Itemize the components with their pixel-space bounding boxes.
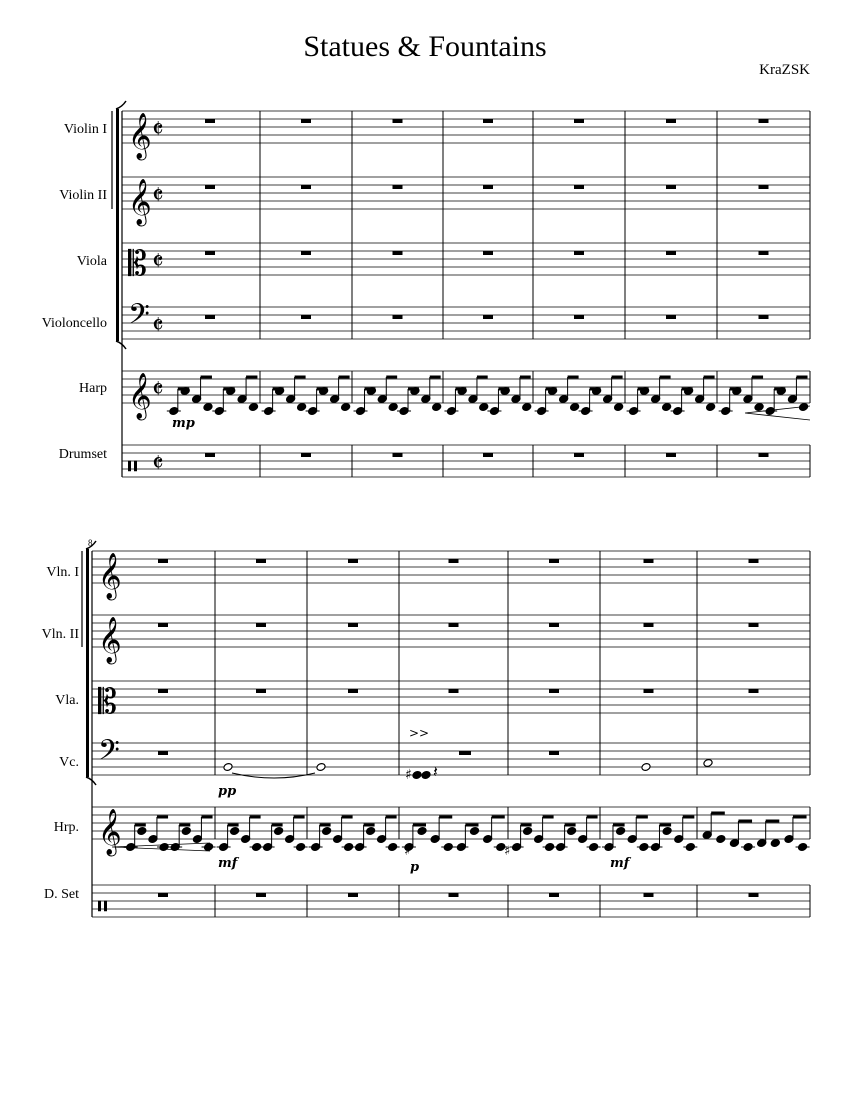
instrument-label-vln1-short: Vln. I xyxy=(46,565,79,580)
time-signature: 𝄵 xyxy=(152,247,164,277)
whole-rest xyxy=(393,119,403,123)
whole-rest xyxy=(449,559,459,563)
cello-whole-note xyxy=(703,759,713,768)
whole-rest xyxy=(348,559,358,563)
whole-rest xyxy=(666,119,676,123)
whole-rest xyxy=(449,893,459,897)
dynamic-mf: mf xyxy=(218,856,238,871)
instrument-label-violin-2: Violin II xyxy=(59,188,107,203)
sharp-sign: ♯ xyxy=(504,844,511,859)
whole-rest xyxy=(393,315,403,319)
whole-rest xyxy=(301,119,311,123)
clef-treble: 𝄞 xyxy=(98,809,122,855)
harp-note xyxy=(341,403,351,412)
whole-rest xyxy=(759,251,769,255)
cello-note xyxy=(421,771,431,780)
bracket-hook xyxy=(86,541,96,549)
harp-note xyxy=(616,827,626,836)
harp-note xyxy=(322,827,332,836)
tie xyxy=(232,773,315,778)
whole-rest xyxy=(449,689,459,693)
whole-rest xyxy=(348,623,358,627)
whole-rest xyxy=(644,559,654,563)
harp-note xyxy=(706,403,716,412)
whole-rest xyxy=(449,623,459,627)
composer-name: KraZSK xyxy=(759,62,810,78)
whole-rest xyxy=(483,185,493,189)
whole-rest xyxy=(749,689,759,693)
whole-rest xyxy=(644,689,654,693)
whole-rest xyxy=(574,185,584,189)
instrument-label-vc-short: Vc. xyxy=(59,755,79,770)
clef-perc: 𝄥 xyxy=(128,450,137,485)
harp-note xyxy=(388,403,398,412)
instrument-label-vla-short: Vla. xyxy=(55,693,79,708)
whole-rest xyxy=(158,559,168,563)
whole-rest xyxy=(205,119,215,123)
whole-rest xyxy=(256,559,266,563)
harp-note xyxy=(248,403,258,412)
clef-treble: 𝄞 xyxy=(98,617,122,663)
harp-note xyxy=(754,403,764,412)
whole-rest xyxy=(759,453,769,457)
whole-rest xyxy=(348,893,358,897)
whole-rest xyxy=(158,751,168,755)
clef-alto: 𝄡 xyxy=(128,244,147,284)
dynamic-mf: mf xyxy=(610,856,630,871)
instrument-label-harp: Harp xyxy=(79,381,107,396)
instrument-label-dset-short: D. Set xyxy=(44,887,79,902)
harp-note xyxy=(432,403,442,412)
time-signature: 𝄵 xyxy=(152,311,164,341)
time-signature: 𝄵 xyxy=(152,115,164,145)
harp-note xyxy=(522,403,532,412)
whole-rest xyxy=(749,893,759,897)
bracket-hook xyxy=(116,101,126,109)
string-bracket xyxy=(86,549,89,777)
bracket-hook xyxy=(116,341,126,349)
harp-note xyxy=(417,827,427,836)
harp-note xyxy=(469,827,479,836)
whole-rest xyxy=(301,251,311,255)
whole-rest xyxy=(158,623,168,627)
whole-rest xyxy=(666,453,676,457)
harp-note xyxy=(662,403,672,412)
whole-rest xyxy=(759,119,769,123)
dynamic-pp: pp xyxy=(218,784,237,799)
accent-marks: >> xyxy=(409,726,430,740)
cello-whole-note xyxy=(641,763,651,772)
whole-rest xyxy=(483,119,493,123)
quarter-rest: 𝄽 xyxy=(433,762,438,781)
whole-rest xyxy=(549,689,559,693)
clef-treble: 𝄞 xyxy=(128,373,152,419)
clef-bass: 𝄢 xyxy=(98,734,120,774)
whole-rest xyxy=(301,185,311,189)
whole-rest xyxy=(205,251,215,255)
whole-rest xyxy=(256,893,266,897)
whole-rest xyxy=(483,251,493,255)
sharp-sign: ♯ xyxy=(405,767,412,783)
clef-treble: 𝄞 xyxy=(128,179,152,225)
whole-rest xyxy=(666,185,676,189)
whole-rest xyxy=(574,453,584,457)
dynamic-p: p xyxy=(410,860,420,875)
time-signature: 𝄵 xyxy=(152,181,164,211)
whole-rest xyxy=(205,315,215,319)
whole-rest xyxy=(256,623,266,627)
harp-note xyxy=(274,827,284,836)
score-title: Statues & Fountains xyxy=(303,30,547,63)
clef-treble: 𝄞 xyxy=(128,113,152,159)
whole-rest xyxy=(393,185,403,189)
bracket-hook xyxy=(86,777,96,785)
half-rest xyxy=(459,751,471,755)
harp-note xyxy=(137,827,147,836)
whole-rest xyxy=(483,315,493,319)
harp-note xyxy=(523,827,533,836)
harp-note xyxy=(366,827,376,836)
whole-rest xyxy=(348,689,358,693)
instrument-label-viola: Viola xyxy=(76,254,107,269)
harp-note xyxy=(614,403,624,412)
clef-perc: 𝄥 xyxy=(98,890,107,925)
whole-rest xyxy=(759,185,769,189)
instrument-label-vln2-short: Vln. II xyxy=(41,627,79,642)
cello-whole-note xyxy=(223,763,233,772)
string-bracket xyxy=(116,109,119,341)
cello-whole-note xyxy=(316,763,326,772)
instrument-label-hrp-short: Hrp. xyxy=(53,820,79,835)
instrument-label-violoncello: Violoncello xyxy=(41,316,107,331)
time-signature: 𝄵 xyxy=(152,375,164,405)
harp-note xyxy=(570,403,580,412)
whole-rest xyxy=(256,689,266,693)
cello-note xyxy=(412,771,422,780)
whole-rest xyxy=(549,559,559,563)
whole-rest xyxy=(749,623,759,627)
whole-rest xyxy=(666,315,676,319)
whole-rest xyxy=(158,893,168,897)
time-signature: 𝄵 xyxy=(152,449,164,479)
sharp-sign: ♯ xyxy=(404,844,411,859)
whole-rest xyxy=(205,453,215,457)
harp-note xyxy=(181,827,191,836)
whole-rest xyxy=(393,453,403,457)
harp-note xyxy=(567,827,577,836)
whole-rest xyxy=(301,315,311,319)
harp-note xyxy=(770,839,780,848)
harp-note xyxy=(716,835,726,844)
clef-alto: 𝄡 xyxy=(98,682,117,722)
harp-note xyxy=(479,403,489,412)
whole-rest xyxy=(549,893,559,897)
dynamic-mp: mp xyxy=(172,416,195,431)
clef-bass: 𝄢 xyxy=(128,298,150,338)
clef-treble: 𝄞 xyxy=(98,553,122,599)
instrument-label-violin-1: Violin I xyxy=(63,122,107,137)
whole-rest xyxy=(158,689,168,693)
whole-rest xyxy=(574,251,584,255)
whole-rest xyxy=(301,453,311,457)
whole-rest xyxy=(666,251,676,255)
whole-rest xyxy=(549,623,559,627)
measure-number: 8 xyxy=(88,538,93,548)
whole-rest xyxy=(549,751,559,755)
harp-note xyxy=(230,827,240,836)
whole-rest xyxy=(749,559,759,563)
whole-rest xyxy=(393,251,403,255)
harp-note xyxy=(203,403,213,412)
harp-note xyxy=(297,403,307,412)
harp-note xyxy=(662,827,672,836)
whole-rest xyxy=(574,119,584,123)
whole-rest xyxy=(644,623,654,627)
whole-rest xyxy=(644,893,654,897)
instrument-label-drumset: Drumset xyxy=(58,447,107,462)
whole-rest xyxy=(205,185,215,189)
whole-rest xyxy=(759,315,769,319)
whole-rest xyxy=(574,315,584,319)
whole-rest xyxy=(483,453,493,457)
